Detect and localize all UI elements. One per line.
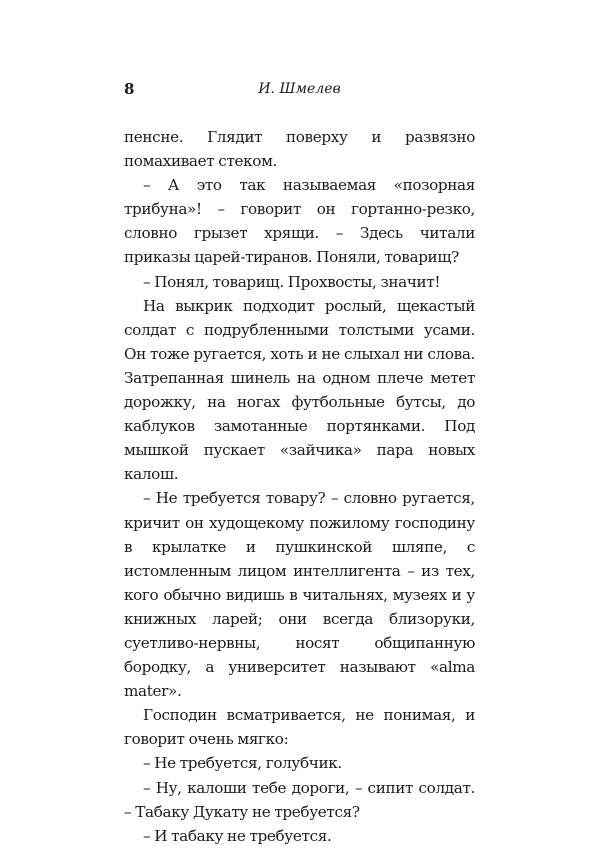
paragraph: пенсне. Глядит поверху и развязно помахивает стеком. — [124, 128, 475, 171]
paragraph: – Не требуется товару? – словно ругается, кричит он худощекому пожилому господину в крылатке и пушкинской шляпе, с истомленным лицом интеллигента – из тех, кого обычно видишь в читальнях, музеях и у книжных ларей; они всегда близоруки, суетливо-нервны, носят общипанную бородку, а университет называют «alma mater». — [124, 489, 475, 701]
paragraph: На выкрик подходит рослый, щекастый солдат с подрубленными толстыми усами. Он тоже ругается, хоть и не слыхал ни слова. Затрепанная шинель на одном плече метет дорожку, на ногах футбольные бутсы, до каблуков замотанные портянками. Под мышкой пускает «зайчика» пара новых калош. — [124, 296, 475, 484]
paragraph: – Не требуется, голубчик. — [143, 754, 342, 773]
body-text — [124, 125, 475, 848]
page-header — [124, 80, 475, 102]
paragraph: – И табаку не требуется. — [143, 826, 332, 845]
paragraph: – Ну, калоши тебе дороги, – сипит солдат. – Табаку Дукату не требуется? — [124, 778, 475, 821]
paragraph: Господин всматривается, не понимая, и говорит очень мягко: — [124, 706, 475, 749]
running-head: И. Шмелев — [258, 81, 341, 97]
paragraph: – А это так называемая «позорная трибуна»! – говорит он гортанно-резко, словно грызет хрящи. – Здесь читали приказы царей-тиранов. Поняли, товарищ? — [124, 176, 475, 267]
paragraph: – Понял, товарищ. Прохвосты, значит! — [143, 272, 441, 291]
page-number: 8 — [124, 80, 135, 98]
